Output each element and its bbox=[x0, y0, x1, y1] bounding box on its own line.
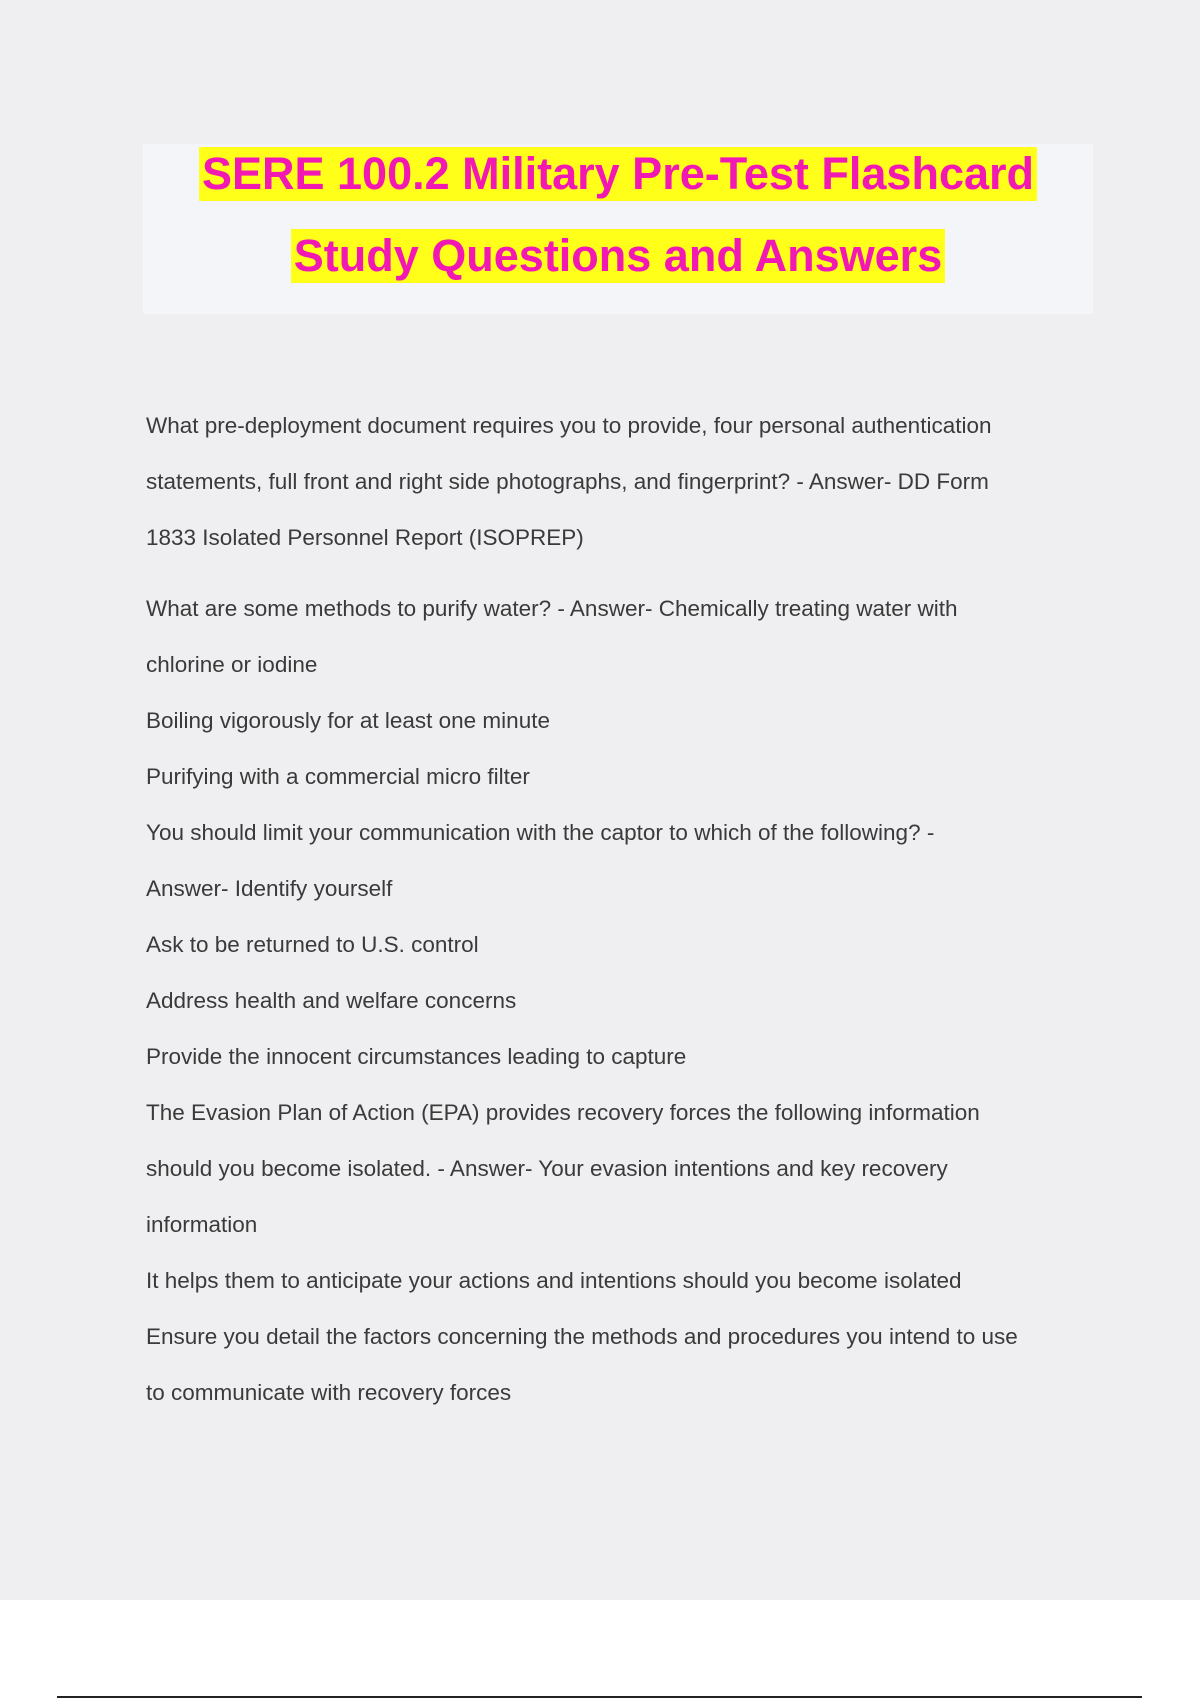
title-banner bbox=[143, 144, 1093, 314]
text-line: Address health and welfare concerns bbox=[146, 988, 517, 1013]
text-line: Boiling vigorously for at least one minute bbox=[146, 708, 550, 733]
text-line: information bbox=[146, 1212, 258, 1237]
document-body bbox=[146, 398, 1096, 1421]
text-line: should you become isolated. - Answer- Your evasion intentions and key recovery bbox=[146, 1156, 948, 1181]
title-line-1: SERE 100.2 Military Pre-Test Flashcard bbox=[199, 147, 1037, 201]
qa-block-2 bbox=[146, 581, 1096, 1421]
paragraph-gap bbox=[146, 566, 1096, 581]
text-line: Provide the innocent circumstances leading to capture bbox=[146, 1044, 687, 1069]
title-line-2: Study Questions and Answers bbox=[291, 229, 945, 283]
text-line: What pre-deployment document requires you to provide, four personal authentication bbox=[146, 413, 992, 438]
text-line: The Evasion Plan of Action (EPA) provides recovery forces the following information bbox=[146, 1100, 980, 1125]
text-line: It helps them to anticipate your actions and intentions should you become isolated bbox=[146, 1268, 962, 1293]
text-line: 1833 Isolated Personnel Report (ISOPREP) bbox=[146, 525, 584, 550]
text-line: statements, full front and right side photographs, and fingerprint? - Answer- DD Form bbox=[146, 469, 989, 494]
text-line: chlorine or iodine bbox=[146, 652, 318, 677]
text-line: What are some methods to purify water? - Answer- Chemically treating water with bbox=[146, 596, 958, 621]
text-line: Purifying with a commercial micro filter bbox=[146, 764, 530, 789]
text-line: Ensure you detail the factors concerning the methods and procedures you intend to use bbox=[146, 1324, 1018, 1349]
text-line: to communicate with recovery forces bbox=[146, 1380, 512, 1405]
qa-block-1 bbox=[146, 398, 1096, 566]
text-line: Answer- Identify yourself bbox=[146, 876, 393, 901]
text-line: Ask to be returned to U.S. control bbox=[146, 932, 479, 957]
text-line: You should limit your communication with the captor to which of the following? - bbox=[146, 820, 935, 845]
footer-divider bbox=[57, 1696, 1142, 1698]
